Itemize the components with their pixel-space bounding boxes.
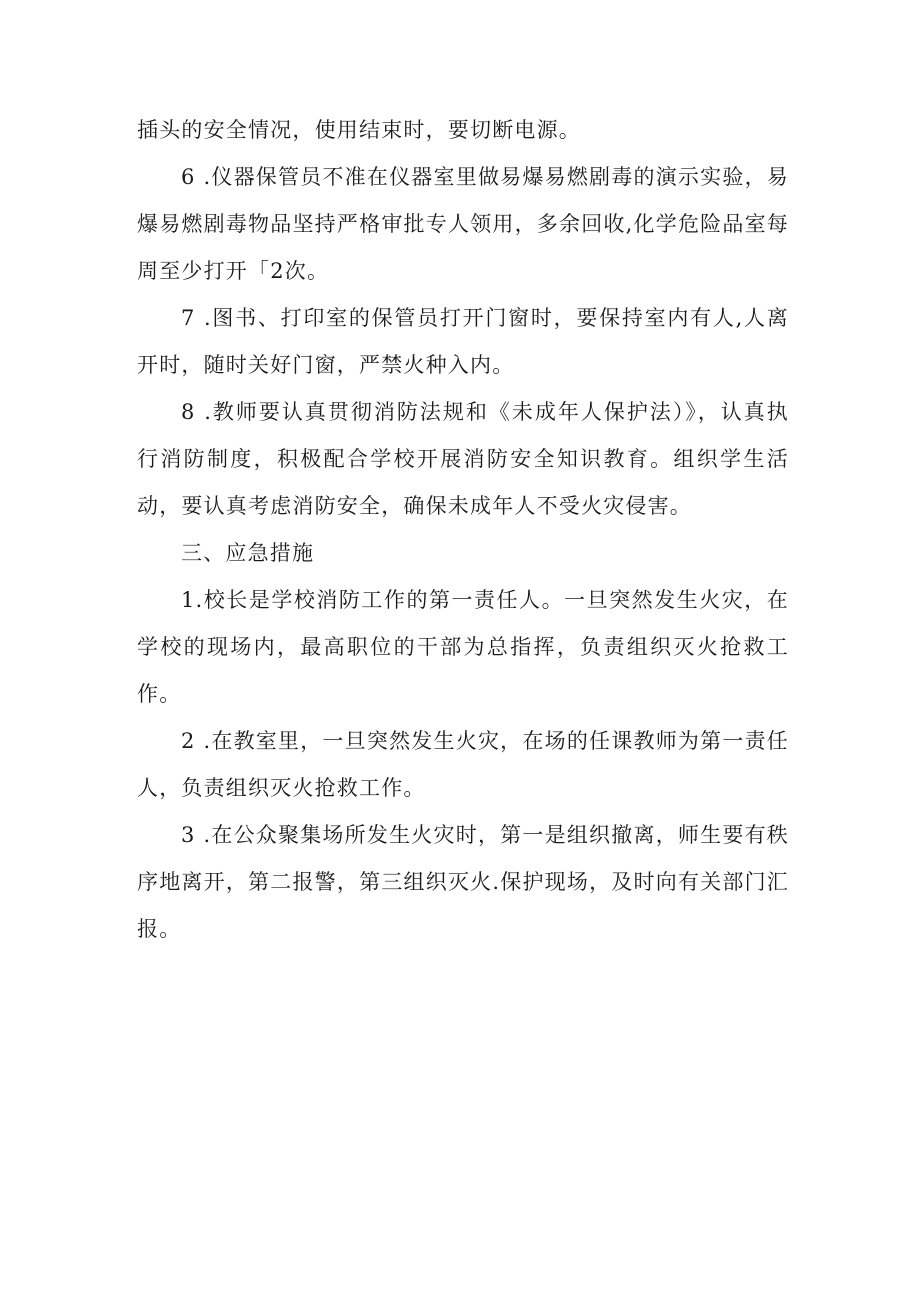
section-heading-emergency: 三、应急措施	[181, 541, 315, 565]
paragraph-item-6: 6 .仪器保管员不准在仪器室里做易爆易燃剧毒的演示实验，易爆易燃剧毒物品坚持严格审批专人领用，多余回收,化学危险品室每周至少打开「2次。	[137, 165, 789, 283]
paragraph-item-7: 7 .图书、打印室的保管员打开门窗时，要保持室内有人,人离开时，随时关好门窗，严禁火种入内。	[137, 306, 789, 377]
paragraph-emergency-3: 3 .在公众聚集场所发生火灾时，第一是组织撤离，师生要有秩序地离开，第二报警，第三组织灭火.保护现场，及时向有关部门汇报。	[137, 823, 789, 941]
document-body	[137, 107, 789, 953]
paragraph-power-safety: 插头的安全情况，使用结束时，要切断电源。	[137, 118, 581, 142]
paragraph-emergency-2: 2 .在教室里，一旦突然发生火灾，在场的任课教师为第一责任人，负责组织灭火抢救工作。	[137, 729, 789, 800]
paragraph-emergency-1: 1.校长是学校消防工作的第一责任人。一旦突然发生火灾，在学校的现场内，最高职位的干部为总指挥，负责组织灭火抢救工作。	[137, 588, 789, 706]
paragraph-item-8: 8 .教师要认真贯彻消防法规和《未成年人保护法）》，认真执行消防制度，积极配合学校开展消防安全知识教育。组织学生活动，要认真考虑消防安全，确保未成年人不受火灾侵害。	[137, 400, 789, 518]
